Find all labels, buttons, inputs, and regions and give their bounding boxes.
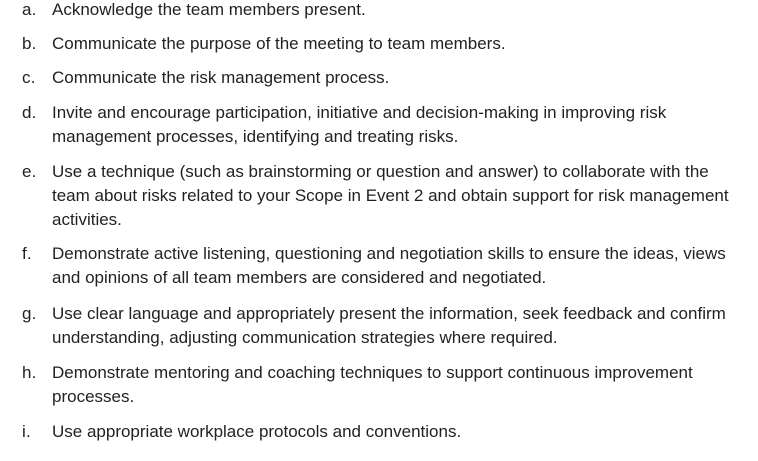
- list-item: [0, 101, 758, 149]
- list-item: [0, 361, 758, 409]
- list-item: [0, 302, 758, 350]
- item-text: Invite and encourage participation, initiative and decision-making in improving risk management processes, identifying and treating risks.: [52, 103, 667, 146]
- item-marker: b.: [22, 34, 37, 53]
- item-marker: c.: [22, 68, 36, 87]
- item-marker: g.: [22, 304, 37, 323]
- item-text: Acknowledge the team members present.: [52, 0, 366, 19]
- item-text: Use clear language and appropriately present the information, seek feedback and confirm understanding, adjusting communication strategies where required.: [52, 304, 726, 347]
- item-text: Use a technique (such as brainstorming or question and answer) to collaborate with the team about risks related to your Scope in Event 2 and obtain support for risk management activities.: [52, 162, 729, 229]
- item-text: Communicate the risk management process.: [52, 68, 390, 87]
- item-marker: i.: [22, 422, 31, 441]
- list-item: [0, 242, 758, 290]
- list-item: [0, 420, 758, 444]
- item-marker: h.: [22, 363, 37, 382]
- item-text: Demonstrate active listening, questioning and negotiation skills to ensure the ideas, views and opinions of all team members are considered and negotiated.: [52, 244, 726, 287]
- item-text: Use appropriate workplace protocols and conventions.: [52, 422, 462, 441]
- list-item: [0, 66, 758, 90]
- item-text: Communicate the purpose of the meeting to team members.: [52, 34, 506, 53]
- item-marker: a.: [22, 0, 37, 19]
- list-item: [0, 32, 758, 56]
- item-text: Demonstrate mentoring and coaching techniques to support continuous improvement processes.: [52, 363, 693, 406]
- item-marker: d.: [22, 103, 37, 122]
- list-item: [0, 160, 758, 232]
- item-marker: f.: [22, 244, 32, 263]
- item-marker: e.: [22, 162, 37, 181]
- list-item: [0, 0, 758, 22]
